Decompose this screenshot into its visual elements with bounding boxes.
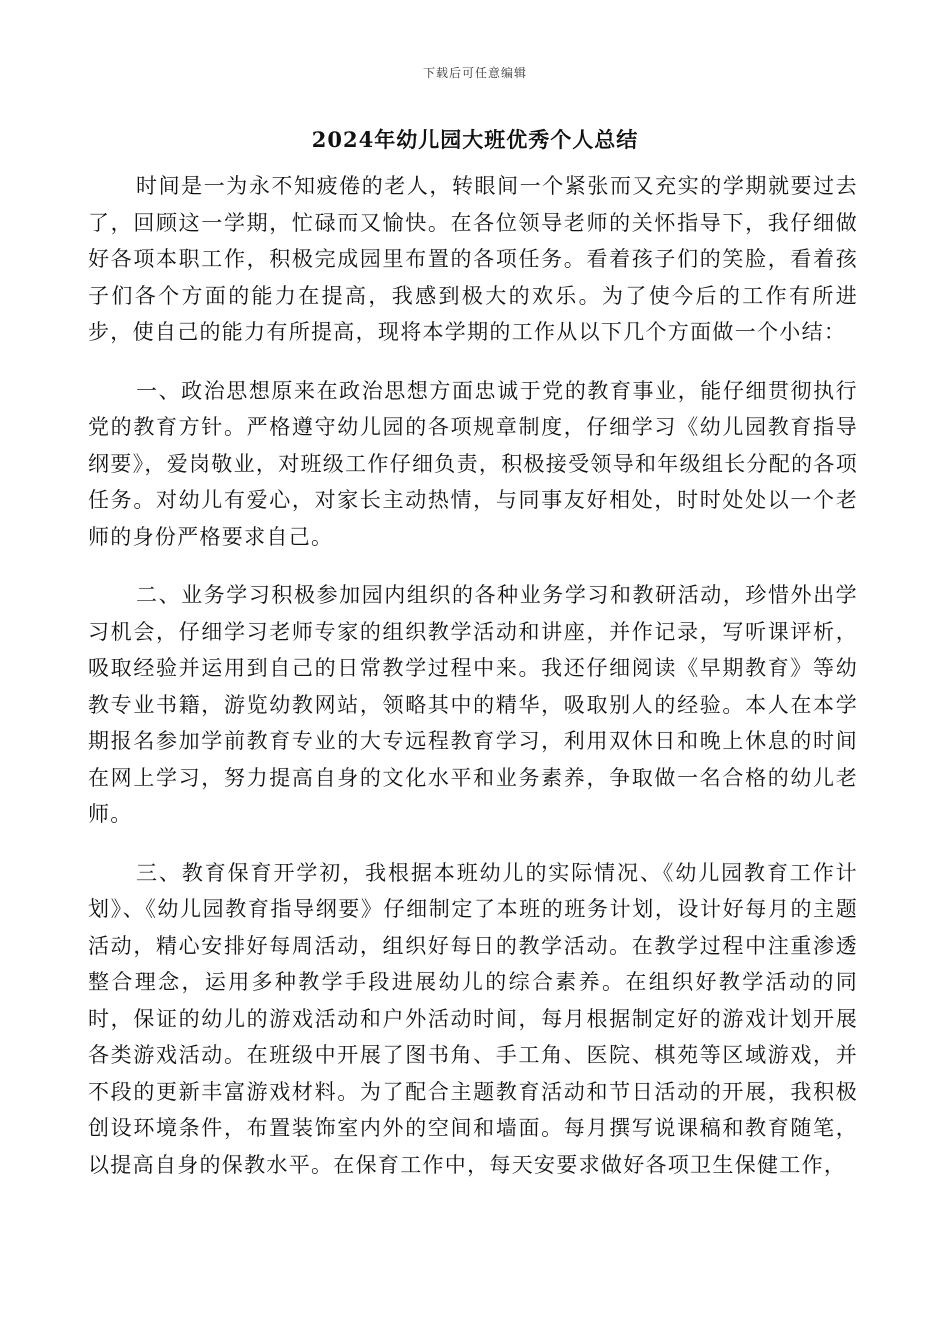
paragraph-professional-study: 二、业务学习积极参加园内组织的各种业务学习和教研活动，珍惜外出学习机会，仔细学习老师专家的组织教学活动和讲座，并作记录，写听课评析，吸取经验并运用到自己的日常教学过程中来。我还仔细阅读《早期教育》等幼教专业书籍，游览幼教网站，领略其中的精华，吸取别人的经验。本人在本学期报名参加学前教育专业的大专远程教育学习，利用双休日和晚上休息的时间在网上学习，努力提高自身的文化水平和业务素养，争取做一名合格的幼儿老师。 [88, 583, 858, 826]
paragraph-intro: 时间是一为永不知疲倦的老人，转眼间一个紧张而又充实的学期就要过去了，回顾这一学期，忙碌而又愉快。在各位领导老师的关怀指导下，我仔细做好各项本职工作，积极完成园里布置的各项任务。看着孩子们的笑脸，看着孩子们各个方面的能力在提高，我感到极大的欢乐。为了使今后的工作有所进步，使自己的能力有所提高，现将本学期的工作从以下几个方面做一个小结： [88, 174, 858, 344]
header-note: 下载后可任意编辑 [422, 66, 527, 80]
paragraph-political-thought: 一、政治思想原来在政治思想方面忠诚于党的教育事业，能仔细贯彻执行党的教育方针。严格遵守幼儿园的各项规章制度，仔细学习《幼儿园教育指导纲要》，爱岗敬业，对班级工作仔细负责，积极接受领导和年级组长分配的各项任务。对幼儿有爱心，对家长主动热情，与同事友好相处，时时处处以一个老师的身份严格要求自己。 [88, 378, 858, 549]
document-title: 2024年幼儿园大班优秀个人总结 [311, 127, 639, 152]
paragraph-education-care: 三、教育保育开学初，我根据本班幼儿的实际情况、《幼儿园教育工作计划》、《幼儿园教育指导纲要》仔细制定了本班的班务计划，设计好每月的主题活动，精心安排好每周活动，组织好每日的教学活动。在教学过程中注重渗透整合理念，运用多种教学手段进展幼儿的综合素养。在组织好教学活动的同时，保证的幼儿的游戏活动和户外活动时间，每月根据制定好的游戏计划开展各类游戏活动。在班级中开展了图书角、手工角、医院、棋苑等区域游戏，并不段的更新丰富游戏材料。为了配合主题教育活动和节日活动的开展，我积极创设环境条件，布置装饰室内外的空间和墙面。每月撰写说课稿和教育随笔，以提高自身的保教水平。在保育工作中，每天安要求做好各项卫生保健工作， [88, 860, 858, 1177]
document-body [88, 168, 858, 1183]
